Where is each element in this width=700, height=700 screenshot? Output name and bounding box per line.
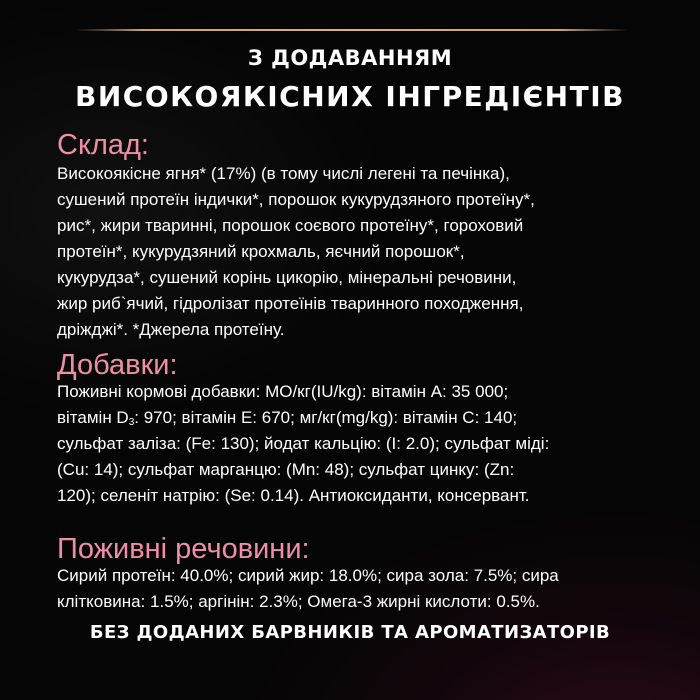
additives-line: 120); селеніт натрію: (Se: 0.14). Антиоксиданти, консервант.: [57, 486, 530, 505]
vitamin-d-rest: : 970; вітамін Е: 670; мг/кг(mg/kg): вітамін С: 140;: [134, 408, 518, 427]
additives-text: [57, 379, 657, 509]
header-line-1: З ДОДАВАННЯМ: [247, 46, 453, 70]
additives-line: [57, 405, 657, 431]
composition-line: протеїн*, кукурудзяний крохмаль, яєчний порошок*,: [57, 242, 465, 261]
additives-line: сульфат заліза: (Fe: 130); йодат кальцію: (I: 2.0); сульфат міді:: [57, 434, 550, 453]
additives-line: (Cu: 14); сульфат марганцю: (Mn: 48); сульфат цинку: (Zn:: [57, 460, 515, 479]
vitamin-d-label: вітамін D: [57, 408, 129, 427]
header-line-2: ВИСОКОЯКІСНИХ ІНГРЕДІЄНТІВ: [75, 80, 625, 113]
nutrients-line: клітковина: 1.5%; аргінін: 2.3%; Омега-3 жирні кислоти: 0.5%.: [57, 592, 540, 611]
additives-line: Поживні кормові добавки: МО/кг(IU/kg): вітамін А: 35 000;: [57, 382, 509, 401]
footer-claim: БЕЗ ДОДАНИХ БАРВНИКІВ ТА АРОМАТИЗАТОРІВ: [89, 622, 611, 643]
nutrients-text: [57, 563, 657, 615]
composition-title: Склад:: [57, 129, 149, 161]
composition-line: сушений протеїн індички*, порошок кукурудзяного протеїну*,: [57, 190, 535, 209]
composition-line: Високоякісне ягня* (17%) (в тому числі легені та печінка),: [57, 164, 510, 183]
composition-line: жир риб`ячий, гідролізат протеїнів тваринного походження,: [57, 294, 524, 313]
gold-divider-line: [76, 29, 628, 31]
vitamin-d-subscript: 3: [128, 417, 135, 428]
composition-text: [57, 161, 657, 343]
nutrients-title: Поживні речовини:: [57, 533, 310, 565]
additives-title: Добавки:: [57, 349, 178, 381]
composition-line: рис*, жири тваринні, порошок соєвого протеїну*, гороховий: [57, 216, 524, 235]
nutrients-line: Сирий протеїн: 40.0%; сирий жир: 18.0%; сира зола: 7.5%; сира: [57, 566, 559, 585]
composition-line: кукурудза*, сушений корінь цикорію, мінеральні речовини,: [57, 268, 517, 287]
composition-line: дріжджі*. *Джерела протеїну.: [57, 320, 285, 339]
